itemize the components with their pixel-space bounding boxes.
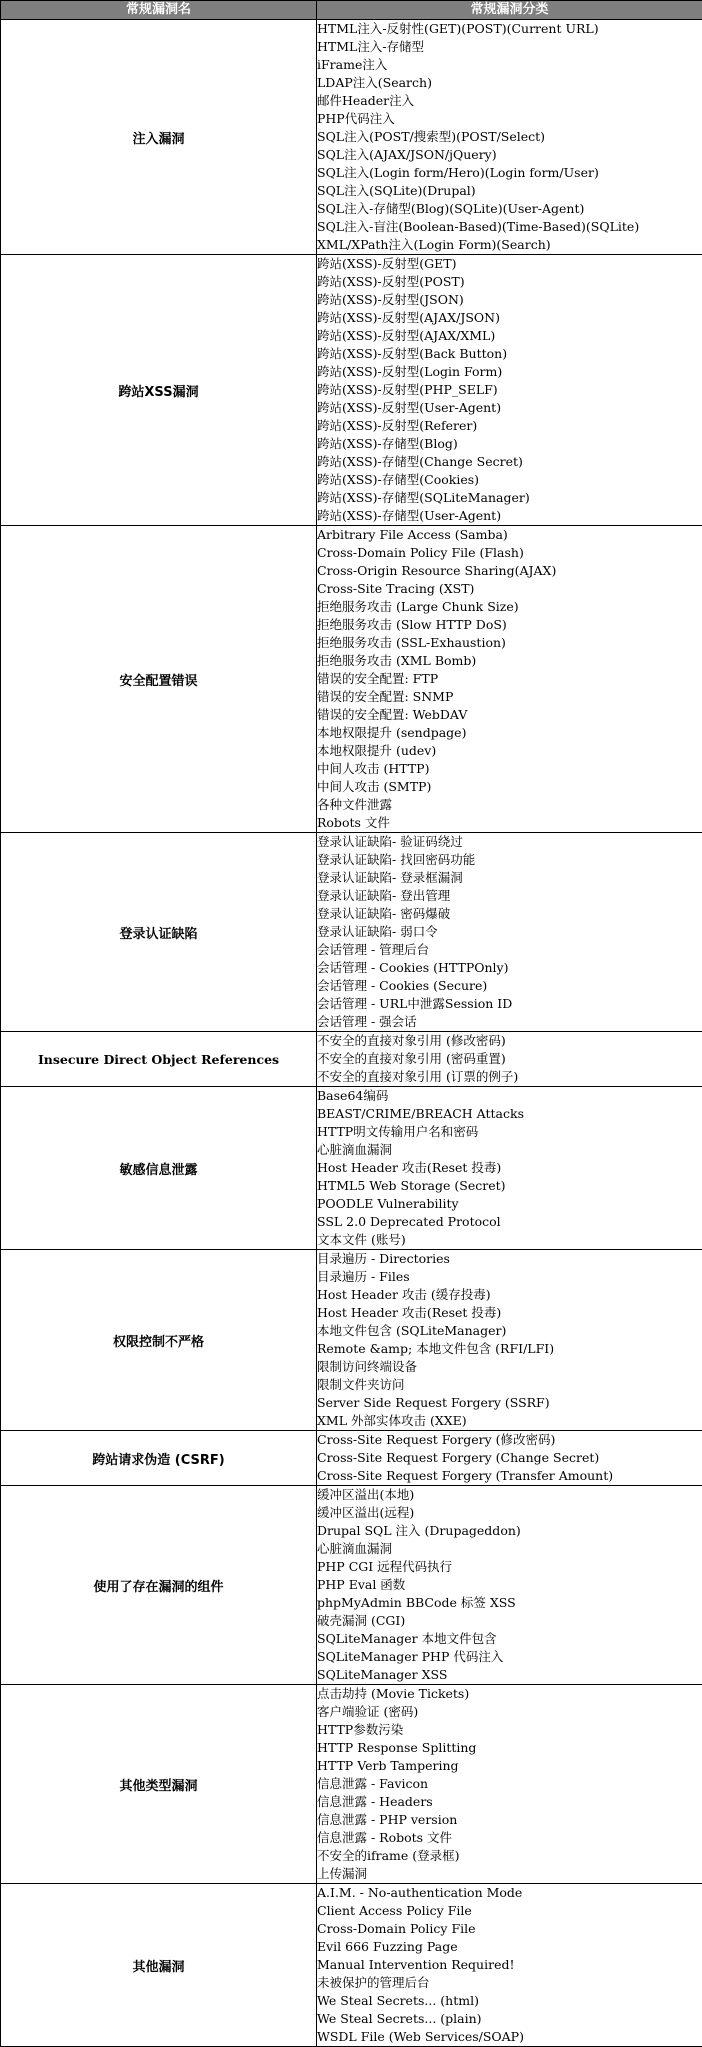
vuln-item: SQL注入-盲注(Boolean-Based)(Time-Based)(SQLite) [317,218,702,236]
vuln-item: Host Header 攻击(Reset 投毒) [317,1304,702,1322]
vuln-item: XML 外部实体攻击 (XXE) [317,1412,702,1430]
vuln-item: 跨站(XSS)-反射型(POST) [317,273,702,291]
header-vuln-classification: 常规漏洞分类 [317,1,702,20]
table-row [1,1685,702,1884]
vuln-item: 登录认证缺陷- 验证码绕过 [317,833,702,851]
vuln-item: 目录遍历 - Directories [317,1250,702,1268]
vuln-item: SQL注入(POST/搜索型)(POST/Select) [317,128,702,146]
vuln-item: 跨站(XSS)-反射型(Login Form) [317,363,702,381]
vuln-item: 拒绝服务攻击 (XML Bomb) [317,652,702,670]
vuln-item: 跨站(XSS)-反射型(User-Agent) [317,399,702,417]
vuln-item: Host Header 攻击 (缓存投毒) [317,1286,702,1304]
vuln-item: Client Access Policy File [317,1902,702,1920]
vuln-item: SQLiteManager 本地文件包含 [317,1630,702,1648]
vuln-category-name: 其他漏洞 [1,1884,317,2047]
vuln-category-name: 跨站请求伪造 (CSRF) [1,1431,317,1486]
table-row [1,833,702,1032]
vuln-item: HTML注入-存储型 [317,38,702,56]
vuln-category-items [317,1884,702,2047]
vuln-item: 本地权限提升 (sendpage) [317,724,702,742]
vuln-item: 跨站(XSS)-反射型(GET) [317,255,702,273]
vuln-item: 限制文件夹访问 [317,1376,702,1394]
vuln-item: Host Header 攻击(Reset 投毒) [317,1159,702,1177]
vuln-item: 本地权限提升 (udev) [317,742,702,760]
vuln-item: Remote &amp; 本地文件包含 (RFI/LFI) [317,1340,702,1358]
vuln-category-name: 登录认证缺陷 [1,833,317,1032]
vuln-item: Robots 文件 [317,814,702,832]
vuln-item: 限制访问终端设备 [317,1358,702,1376]
vuln-item: 不安全的iframe (登录框) [317,1847,702,1865]
vuln-item: 跨站(XSS)-存储型(Change Secret) [317,453,702,471]
vuln-item: 登录认证缺陷- 密码爆破 [317,905,702,923]
vuln-item: HTML5 Web Storage (Secret) [317,1177,702,1195]
vuln-category-items [317,1685,702,1884]
vuln-item: 跨站(XSS)-反射型(AJAX/XML) [317,327,702,345]
vuln-item: Base64编码 [317,1087,702,1105]
vuln-item: 拒绝服务攻击 (Large Chunk Size) [317,598,702,616]
vuln-item: 文本文件 (账号) [317,1231,702,1249]
vuln-item: 未被保护的管理后台 [317,1974,702,1992]
vuln-category-items [317,1032,702,1087]
vuln-item: HTTP明文传输用户名和密码 [317,1123,702,1141]
vuln-item: 中间人攻击 (HTTP) [317,760,702,778]
vuln-item: 缓冲区溢出(远程) [317,1504,702,1522]
table-row [1,1250,702,1431]
vuln-category-items [317,255,702,526]
vuln-item: Cross-Site Request Forgery (Change Secret) [317,1449,702,1467]
vuln-item: 会话管理 - Cookies (Secure) [317,977,702,995]
vuln-item: 信息泄露 - Headers [317,1793,702,1811]
vuln-item: PHP Eval 函数 [317,1576,702,1594]
vuln-item: BEAST/CRIME/BREACH Attacks [317,1105,702,1123]
vuln-item: 本地文件包含 (SQLiteManager) [317,1322,702,1340]
vuln-category-items [317,1087,702,1250]
vuln-item: Server Side Request Forgery (SSRF) [317,1394,702,1412]
vuln-item: 拒绝服务攻击 (Slow HTTP DoS) [317,616,702,634]
vuln-item: Drupal SQL 注入 (Drupageddon) [317,1522,702,1540]
vuln-item: 信息泄露 - PHP version [317,1811,702,1829]
vuln-item: 跨站(XSS)-反射型(Referer) [317,417,702,435]
vuln-item: We Steal Secrets... (plain) [317,2010,702,2028]
vuln-item: 错误的安全配置: FTP [317,670,702,688]
vuln-item: 会话管理 - 管理后台 [317,941,702,959]
vuln-item: SQL注入(Login form/Hero)(Login form/User) [317,164,702,182]
header-row [1,1,702,20]
table-row [1,1486,702,1685]
vuln-item: We Steal Secrets... (html) [317,1992,702,2010]
vuln-item: 登录认证缺陷- 登录框漏洞 [317,869,702,887]
vuln-item: POODLE Vulnerability [317,1195,702,1213]
vuln-item: SQL注入(SQLite)(Drupal) [317,182,702,200]
vuln-category-name: 注入漏洞 [1,20,317,255]
vuln-category-items [317,20,702,255]
vuln-category-name: 权限控制不严格 [1,1250,317,1431]
vuln-item: LDAP注入(Search) [317,74,702,92]
vuln-item: Cross-Domain Policy File [317,1920,702,1938]
vuln-item: 缓冲区溢出(本地) [317,1486,702,1504]
table-row [1,1431,702,1486]
vuln-item: 客户端验证 (密码) [317,1703,702,1721]
vuln-category-items [317,526,702,833]
vuln-item: 点击劫持 (Movie Tickets) [317,1685,702,1703]
vuln-item: SQL注入-存储型(Blog)(SQLite)(User-Agent) [317,200,702,218]
table-body [1,20,702,2047]
vuln-item: 信息泄露 - Favicon [317,1775,702,1793]
vuln-item: 邮件Header注入 [317,92,702,110]
table-row [1,526,702,833]
vuln-item: 会话管理 - URL中泄露Session ID [317,995,702,1013]
vuln-item: SQLiteManager PHP 代码注入 [317,1648,702,1666]
table-row [1,1032,702,1087]
vuln-item: Cross-Site Tracing (XST) [317,580,702,598]
vuln-category-name: 使用了存在漏洞的组件 [1,1486,317,1685]
vuln-item: 会话管理 - Cookies (HTTPOnly) [317,959,702,977]
vuln-item: iFrame注入 [317,56,702,74]
vuln-item: PHP CGI 远程代码执行 [317,1558,702,1576]
vuln-category-items [317,1250,702,1431]
table-row [1,1884,702,2047]
vuln-category-items [317,1431,702,1486]
vuln-item: 不安全的直接对象引用 (密码重置) [317,1050,702,1068]
vuln-item: 跨站(XSS)-反射型(AJAX/JSON) [317,309,702,327]
vuln-item: 不安全的直接对象引用 (订票的例子) [317,1068,702,1086]
vuln-item: 错误的安全配置: WebDAV [317,706,702,724]
vuln-item: SQL注入(AJAX/JSON/jQuery) [317,146,702,164]
vuln-item: 信息泄露 - Robots 文件 [317,1829,702,1847]
vuln-item: HTTP参数污染 [317,1721,702,1739]
vuln-item: 跨站(XSS)-反射型(JSON) [317,291,702,309]
vuln-item: PHP代码注入 [317,110,702,128]
vuln-item: phpMyAdmin BBCode 标签 XSS [317,1594,702,1612]
vuln-item: WSDL File (Web Services/SOAP) [317,2028,702,2046]
vuln-category-name: Insecure Direct Object References [1,1032,317,1087]
vuln-item: 跨站(XSS)-存储型(User-Agent) [317,507,702,525]
vuln-item: 跨站(XSS)-反射型(Back Button) [317,345,702,363]
vuln-item: 会话管理 - 强会话 [317,1013,702,1031]
vuln-item: 错误的安全配置: SNMP [317,688,702,706]
vuln-item: 登录认证缺陷- 弱口令 [317,923,702,941]
vuln-item: Cross-Site Request Forgery (修改密码) [317,1431,702,1449]
vuln-category-name: 跨站XSS漏洞 [1,255,317,526]
vuln-item: 登录认证缺陷- 登出管理 [317,887,702,905]
table-row [1,20,702,255]
vuln-item: Manual Intervention Required! [317,1956,702,1974]
vuln-category-name: 安全配置错误 [1,526,317,833]
vuln-item: 各种文件泄露 [317,796,702,814]
vuln-item: 目录遍历 - Files [317,1268,702,1286]
table-row [1,255,702,526]
vuln-item: HTML注入-反射性(GET)(POST)(Current URL) [317,20,702,38]
vuln-item: 登录认证缺陷- 找回密码功能 [317,851,702,869]
vuln-item: HTTP Response Splitting [317,1739,702,1757]
vuln-item: A.I.M. - No-authentication Mode [317,1884,702,1902]
vuln-item: 跨站(XSS)-存储型(Blog) [317,435,702,453]
vuln-item: Arbitrary File Access (Samba) [317,526,702,544]
vuln-item: HTTP Verb Tampering [317,1757,702,1775]
vuln-item: 上传漏洞 [317,1865,702,1883]
vuln-item: SQLiteManager XSS [317,1666,702,1684]
vuln-item: 破壳漏洞 (CGI) [317,1612,702,1630]
vuln-item: 跨站(XSS)-存储型(Cookies) [317,471,702,489]
vuln-item: 拒绝服务攻击 (SSL-Exhaustion) [317,634,702,652]
vuln-category-name: 其他类型漏洞 [1,1685,317,1884]
table-row [1,1087,702,1250]
vuln-item: 不安全的直接对象引用 (修改密码) [317,1032,702,1050]
vuln-item: Cross-Domain Policy File (Flash) [317,544,702,562]
vuln-item: XML/XPath注入(Login Form)(Search) [317,236,702,254]
vuln-category-name: 敏感信息泄露 [1,1087,317,1250]
vuln-category-items [317,833,702,1032]
vuln-category-items [317,1486,702,1685]
vuln-item: 心脏滴血漏洞 [317,1141,702,1159]
vuln-item: 跨站(XSS)-反射型(PHP_SELF) [317,381,702,399]
vuln-item: 跨站(XSS)-存储型(SQLiteManager) [317,489,702,507]
vuln-item: Cross-Origin Resource Sharing(AJAX) [317,562,702,580]
vuln-item: Evil 666 Fuzzing Page [317,1938,702,1956]
vuln-item: 心脏滴血漏洞 [317,1540,702,1558]
vuln-item: 中间人攻击 (SMTP) [317,778,702,796]
header-vuln-name: 常规漏洞名 [1,1,317,20]
vuln-item: SSL 2.0 Deprecated Protocol [317,1213,702,1231]
vuln-item: Cross-Site Request Forgery (Transfer Amount) [317,1467,702,1485]
